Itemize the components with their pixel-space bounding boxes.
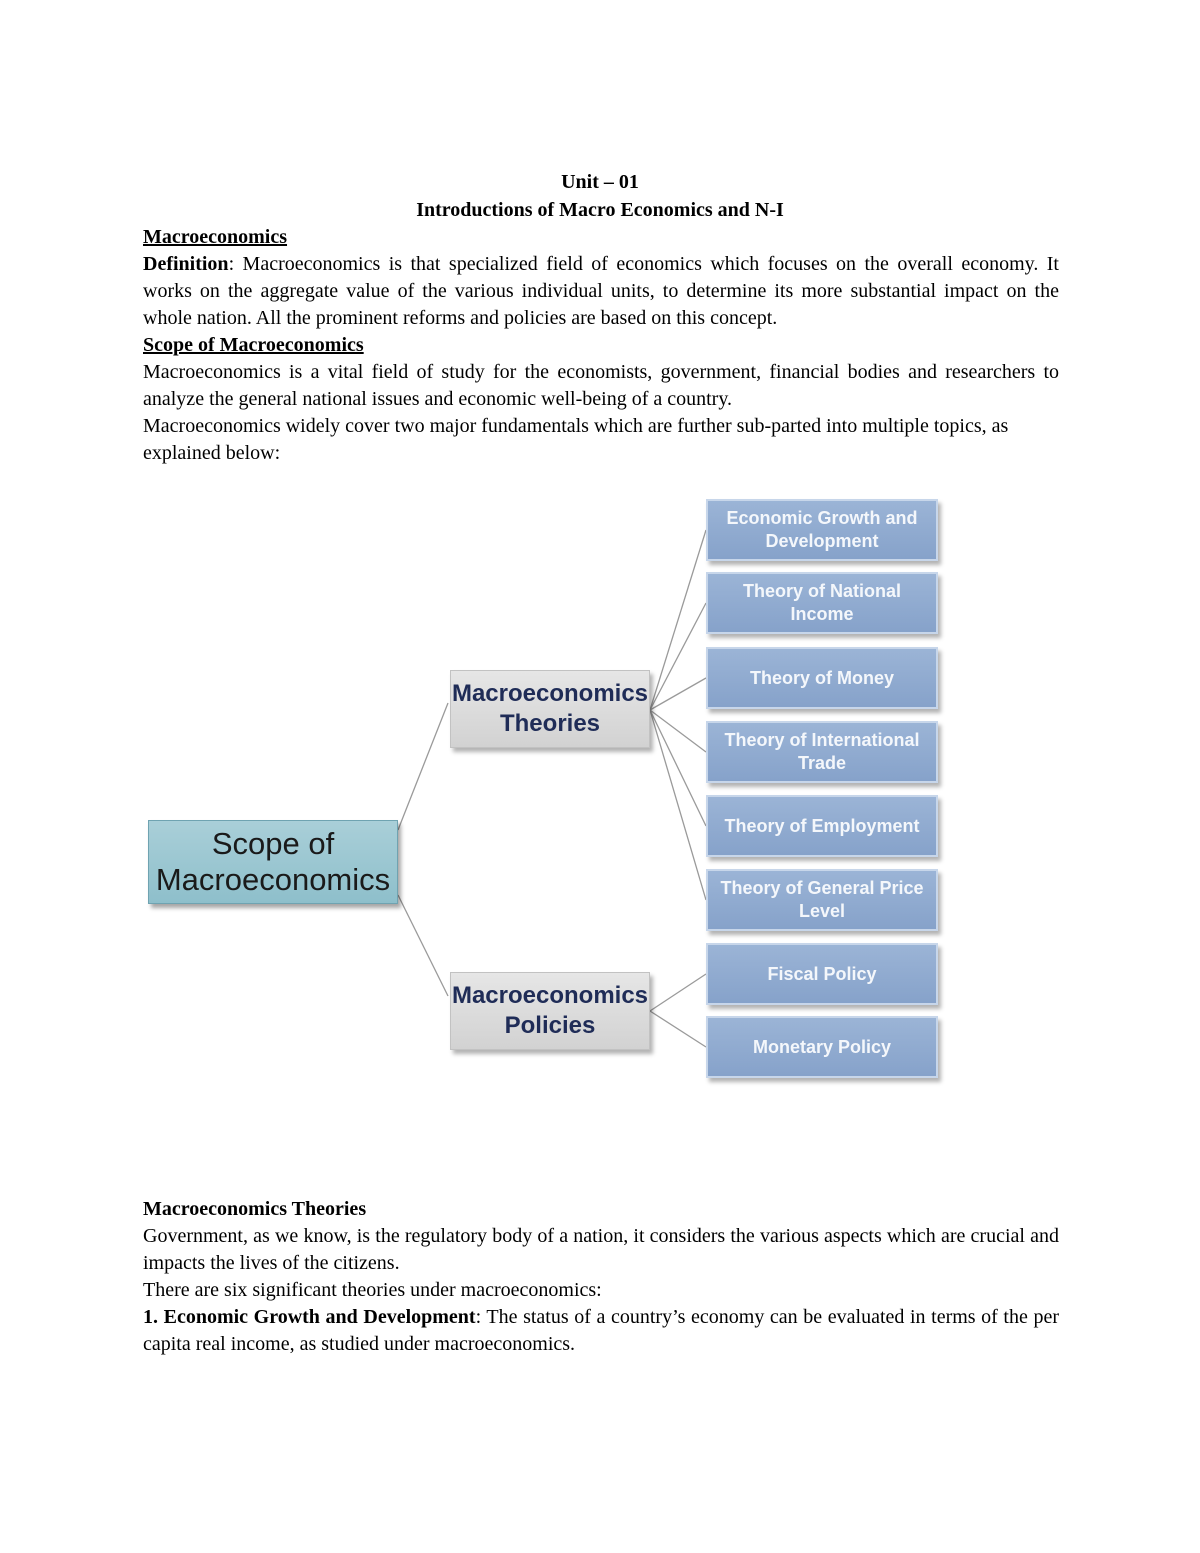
- intro-section: [143, 224, 1059, 467]
- theories-paragraph-1: Government, as we know, is the regulatory body of a nation, it considers the various aspects which are crucial and impacts the lives of the citizens.: [143, 1225, 1059, 1274]
- leaf-general-price-level: Theory of General Price Level: [706, 869, 938, 931]
- theory-item-1-text: : The status of a country’s economy can be evaluated in terms of the per capita real income, as studied under macroeconomics.: [143, 1306, 1060, 1355]
- leaf-economic-growth: Economic Growth and Development: [706, 499, 938, 561]
- definition-paragraph: [143, 251, 1059, 332]
- leaf-international-trade: Theory of International Trade: [706, 721, 938, 783]
- theories-node: Macroeconomics Theories: [450, 670, 650, 748]
- theories-paragraph-2: There are six significant theories under macroeconomics:: [143, 1279, 602, 1301]
- policies-node: Macroeconomics Policies: [450, 972, 650, 1050]
- definition-label: Definition: [143, 253, 229, 275]
- connector-theories-4: [650, 710, 706, 752]
- unit-label: Unit – 01: [561, 171, 639, 193]
- connector-root-policies: [398, 895, 448, 996]
- leaf-monetary-policy: Monetary Policy: [706, 1016, 938, 1078]
- document-title: Introductions of Macro Economics and N-I: [416, 199, 784, 221]
- section-heading-macroeconomics: Macroeconomics: [143, 226, 288, 248]
- section-heading-scope: Scope of Macroeconomics: [143, 334, 364, 356]
- scope-paragraph-1: Macroeconomics is a vital field of study for the economists, government, financial bodies and researchers to analyze the general national issues and economic well-being of a country.: [143, 361, 1059, 410]
- connector-policies-1: [650, 974, 706, 1011]
- theory-item-1: [143, 1304, 1059, 1358]
- theories-section: [143, 1196, 1059, 1358]
- theory-item-1-label: 1. Economic Growth and Development: [143, 1306, 476, 1328]
- diagram-root-node: Scope of Macroeconomics: [148, 820, 398, 904]
- leaf-employment: Theory of Employment: [706, 795, 938, 857]
- leaf-fiscal-policy: Fiscal Policy: [706, 943, 938, 1005]
- definition-text: : Macroeconomics is that specialized field of economics which focuses on the overall economy. It works on the aggregate value of the various individual units, to determine its more substantial impact on the whole nation. All the prominent reforms and policies are based on this concept.: [143, 253, 1059, 329]
- scope-paragraph-2: Macroeconomics widely cover two major fundamentals which are further sub-parted into multiple topics, as explained below:: [143, 415, 1009, 464]
- leaf-national-income: Theory of National Income: [706, 572, 938, 634]
- connector-theories-6: [650, 710, 706, 900]
- connector-theories-5: [650, 710, 706, 826]
- section-heading-theories: Macroeconomics Theories: [143, 1198, 367, 1220]
- connector-policies-2: [650, 1011, 706, 1047]
- leaf-money: Theory of Money: [706, 647, 938, 709]
- scope-diagram: [140, 490, 950, 1090]
- connector-root-theories: [398, 703, 448, 830]
